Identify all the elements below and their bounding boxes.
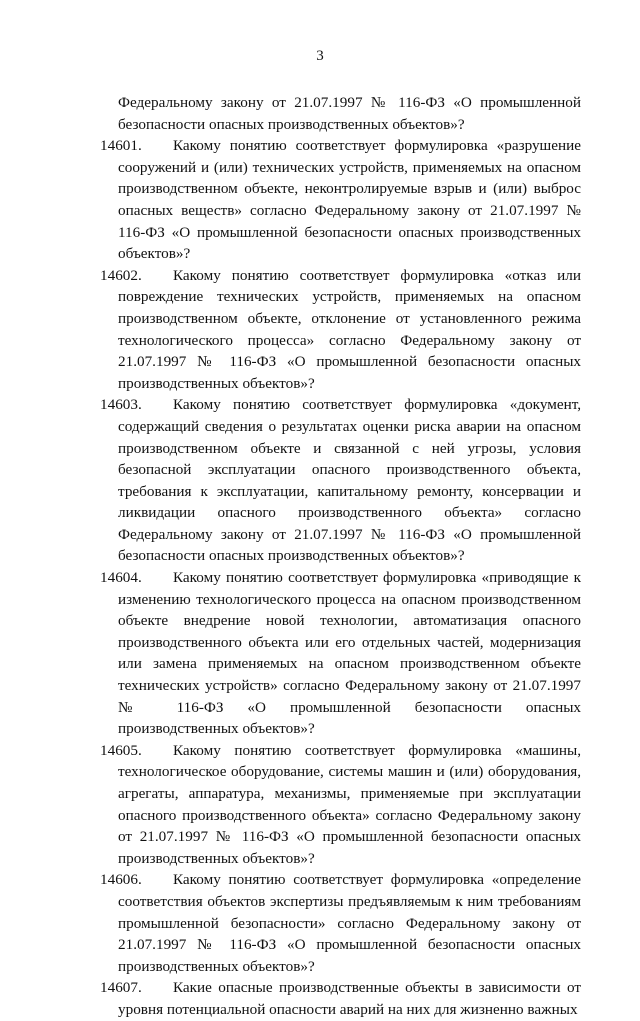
question-14601 (100, 135, 581, 265)
question-text: Какому понятию соответствует формулировка «определение соответствия объектов экспертизы предъявляемым к ним требованиям промышленной безопасности» согласно Федеральному закону от 21.07.1997 № 116-ФЗ «О промышленной безопасности опасных производственных объектов»? (118, 871, 581, 975)
question-number: 14606. (100, 871, 142, 889)
question-14605 (100, 740, 581, 870)
question-number: 14604. (100, 569, 142, 587)
question-text: Какому понятию соответствует формулировка «машины, технологическое оборудование, системы машин и (или) оборудования, агрегаты, аппаратура, механизмы, применяемые при эксплуатации опасного производственного объекта» согласно Федеральному закону от 21.07.1997 № 116-ФЗ «О промышленной безопасности опасных производственных объектов»? (118, 741, 581, 867)
question-14602 (100, 265, 581, 395)
question-14604 (100, 567, 581, 740)
question-number: 14603. (100, 396, 142, 414)
question-text: Какому понятию соответствует формулировка «отказ или повреждение технических устройств, применяемых на опасном производственном объекте, отклонение от установленного режима технологического процесса» согласно Федеральному закону от 21.07.1997 № 116-ФЗ «О промышленной безопасности опасных производственных объектов»? (118, 266, 581, 392)
question-14607 (100, 977, 581, 1020)
question-text: Какие опасные производственные объекты в зависимости от уровня потенциальной опасности аварий на них для жизненно важных (118, 979, 581, 1018)
question-number: 14607. (100, 979, 142, 997)
page-number: 3 (316, 48, 324, 64)
document-body (100, 92, 581, 1021)
intro-paragraph: Федеральному закону от 21.07.1997 № 116-ФЗ «О промышленной безопасности опасных производственных объектов»? (118, 94, 581, 133)
question-number: 14601. (100, 137, 142, 155)
question-text: Какому понятию соответствует формулировка «разрушение сооружений и (или) технических устройств, применяемых на опасном производственном объекте, неконтролируемые взрыв и (или) выброс опасных веществ» согласно Федеральному закону от 21.07.1997 № 116-ФЗ «О промышленной безопасности опасных производственных объектов»? (118, 137, 581, 263)
question-number: 14602. (100, 266, 142, 284)
question-14606 (100, 869, 581, 977)
question-text: Какому понятию соответствует формулировка «приводящие к изменению технологического процесса на опасном производственном объекте внедрение новой технологии, автоматизация опасного производственного объекта или его отдельных частей, модернизация или замена применяемых на опасном производственном объекте технических устройств» согласно Федеральному закону от 21.07.1997 № 116-ФЗ «О промышленной безопасности опасных производственных объектов»? (118, 569, 581, 738)
question-number: 14605. (100, 741, 142, 759)
question-14603 (100, 394, 581, 567)
question-text: Какому понятию соответствует формулировка «документ, содержащий сведения о результатах оценки риска аварии на опасном производственном объекте и связанной с ней угрозы, условия безопасной эксплуатации опасного производственного объекта, требования к эксплуатации, капитальному ремонту, консервации и ликвидации опасного производственного объекта» согласно Федеральному закону от 21.07.1997 № 116-ФЗ «О промышленной безопасности опасных производственных объектов»? (118, 396, 581, 565)
